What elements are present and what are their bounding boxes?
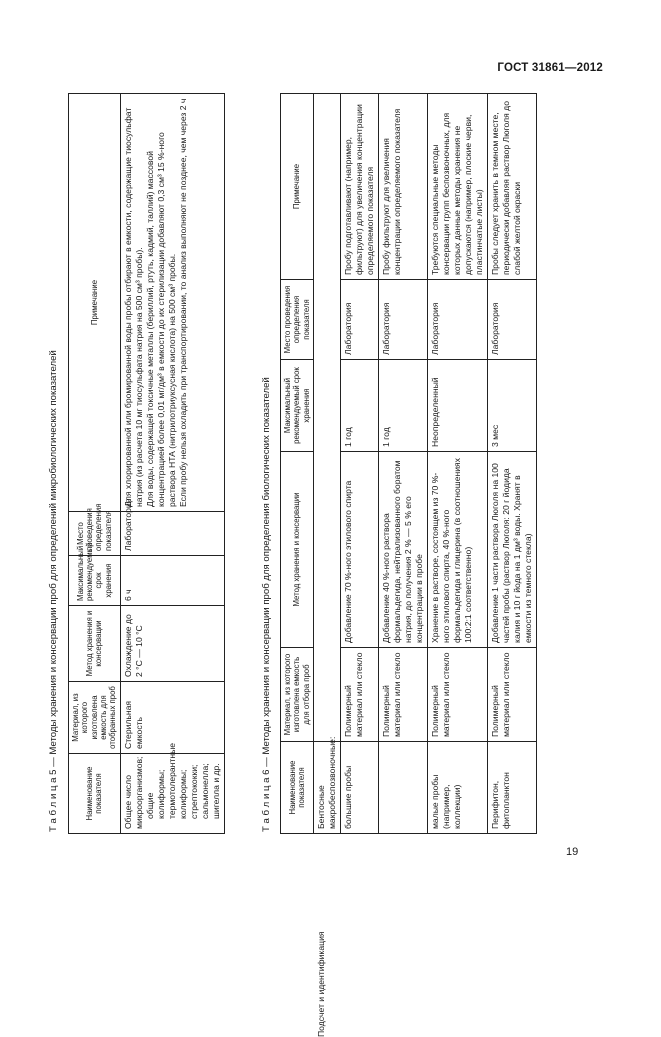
- name-line: сальмонелла;: [199, 763, 210, 819]
- table5-caption: Т а б л и ц а 5 — Методы хранения и консервации проб для определений микробиологических показателей: [48, 350, 59, 832]
- table6-note-cell: Пробу фильтруют для увеличения концентрации определяемого показателя: [379, 94, 428, 280]
- table6: [280, 93, 537, 1037]
- note-line: Для воды, содержащей токсичные металлы (бериллий, ртуть, кадмий, таллий) массовой концентрацией более 0,01 мг/дм³ в емкости до их стерилизации добавляют 0,3 см³ 15 %-ного раствора НТА (нитрилотриуксусная кислота) на 500 см³ пробы.: [144, 132, 177, 507]
- table6-col-place: Место проведения определения показателя: [281, 280, 314, 360]
- name-line: шигелла и др.: [210, 763, 221, 819]
- name-line: Общее число микроорганизмов;: [122, 756, 144, 829]
- table6-method-cell: Добавление 40 %-ного раствора формальдегида, нейтрализованного боратом натрия, до получения 2 % — 5 % его концентрации в пробе: [379, 452, 428, 648]
- name-line: термотолерантные колиформы;: [166, 742, 188, 819]
- rotated-content: [48, 92, 568, 1037]
- table6-note-cell: Пробы следует хранить в темном месте, периодически добавляя раствор Люголя до слабой желтой окраски: [488, 94, 537, 280]
- table5-col-material: Материал, из которого изготовлена емкость для отобранных проб: [69, 682, 121, 754]
- table-row: [341, 94, 379, 834]
- table5-method-cell: Охлаждение до 2 °С — 10 °С: [120, 606, 224, 682]
- table-row: [379, 94, 428, 834]
- table5-col-method: Метод хранения и консервации: [69, 606, 121, 682]
- table6-name-cell: Перифитон, фитопланктон: [488, 742, 537, 834]
- table6-max-time-cell: 1 год: [379, 360, 428, 452]
- table6-col-name: Наименование показателя: [281, 742, 314, 834]
- table6-name-cell: малые пробы (например, коллекции): [428, 742, 488, 834]
- name-line: стрептококки;: [188, 764, 199, 819]
- name-line: общие колиформы;: [144, 769, 166, 819]
- table5: [68, 93, 225, 834]
- table6-col-method: Метод хранения и консервации: [281, 452, 314, 648]
- table6-name-cell: большие пробы: [341, 742, 379, 834]
- table5-max-time-cell: 6 ч: [120, 556, 224, 606]
- table5-col-name: Наименование показателя: [69, 754, 121, 834]
- table6-note-cell: Требуются специальные методы консервации групп беспозвоночных, для которых данные методы хранения не допускаются (например, плоские черви, пластинчатые листы): [428, 94, 488, 280]
- table5-material-cell: Стерильная емкость: [120, 682, 224, 754]
- note-line: Для хлорированной или бромированной воды пробы отбирают в емкости, содержащие тиосульфат натрия (из расчета 10 мг тиосульфата натрия на 500 см³ пробы).: [122, 107, 144, 507]
- section-label-text: Подсчет и идентификация: [316, 931, 327, 1037]
- table6-col-material: Материал, из которого изготовлена емкость для отбора проб: [281, 648, 314, 742]
- table6-note-cell: Пробу подготавливают (например, фильтруют) для увеличения концентрации определяемого показателя: [341, 94, 379, 280]
- table6-material-cell: Полимерный материал или стекло: [428, 648, 488, 742]
- table6-material-cell: Полимерный материал или стекло: [379, 648, 428, 742]
- table5-note-cell: [120, 94, 224, 512]
- table6-material-cell: Полимерный материал или стекло: [341, 648, 379, 742]
- page-number: 19: [566, 846, 579, 858]
- table6-caption: Т а б л и ц а 6 — Методы хранения и консервации проб для определения биологических показателей: [261, 377, 272, 832]
- table-row: [488, 94, 537, 834]
- table6-section-row: [314, 94, 341, 834]
- table6-header-row: [281, 94, 314, 834]
- table6-method-cell: Добавление 70 %-ного этилового спирта: [341, 452, 379, 648]
- table5-col-note: Примечание: [69, 94, 121, 512]
- note-line: Если пробу нельзя охладить при транспортировании, то анализ выполняют не позднее, чем через 2 ч: [177, 98, 188, 507]
- table6-name-cell: [379, 742, 428, 834]
- table6-place-cell: Лаборатория: [428, 280, 488, 360]
- table6-method-cell: Добавление 1 части раствора Люголя на 100 частей пробы (раствор Люголя: 20 г йодида калия и 10 г йода на 1 дм³ воды. Хранят в емкости из темного стекла): [488, 452, 537, 648]
- table6-place-cell: Лаборатория: [379, 280, 428, 360]
- table6-place-cell: Лаборатория: [488, 280, 537, 360]
- table5-col-place: Место проведения определения показателя: [69, 512, 121, 556]
- table6-method-cell: Хранение в растворе, состоящем из 70 %-ного этилового спирта, 40 %-ного формальдегида и глицерина (в соотношениях 100:2:1 соответственно): [428, 452, 488, 648]
- table5-col-max-time: Максимальный рекомендуемый срок хранения: [69, 556, 121, 606]
- table5-name-cell: [120, 742, 224, 834]
- table5-header-row: [69, 94, 121, 834]
- table6-max-time-cell: 1 год: [341, 360, 379, 452]
- table6-max-time-cell: Неопределенный: [428, 360, 488, 452]
- table6-col-note: Примечание: [281, 94, 314, 280]
- standard-code: ГОСТ 31861—2012: [497, 62, 603, 74]
- table6-group-label: Бентосные макробеспозвоночные:: [314, 742, 341, 834]
- table5-place-cell: Лаборатория: [120, 512, 224, 556]
- table-row: [428, 94, 488, 834]
- table6-col-max-time: Максимальный рекомендуемый срок хранения: [281, 360, 314, 452]
- table6-max-time-cell: 3 мес: [488, 360, 537, 452]
- table6-place-cell: Лаборатория: [341, 280, 379, 360]
- table-row: [120, 94, 224, 834]
- table6-material-cell: Полимерный материал или стекло: [488, 648, 537, 742]
